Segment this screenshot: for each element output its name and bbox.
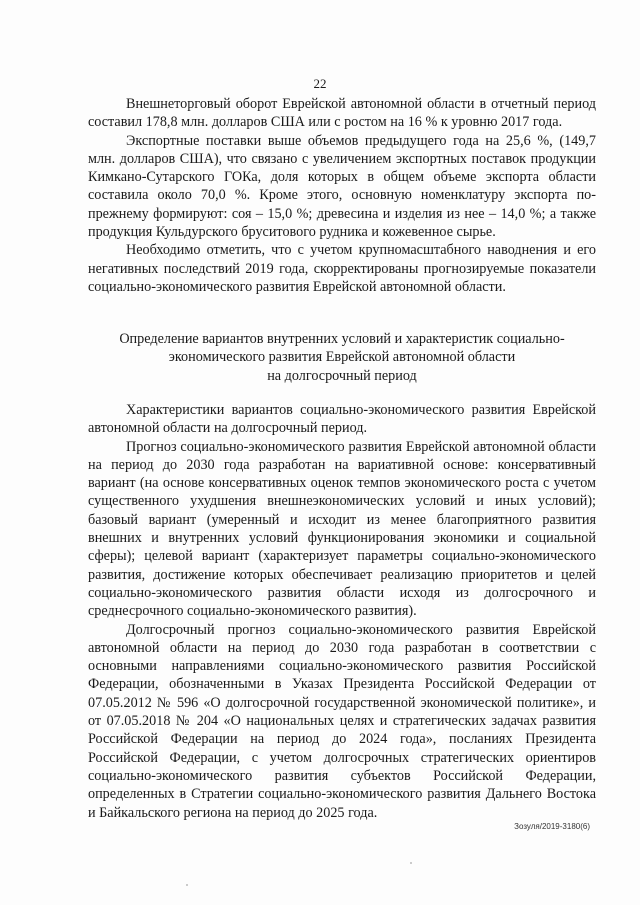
heading-line-2: экономического развития Еврейской автономной области (168, 349, 516, 366)
scan-artifact (186, 884, 188, 886)
paragraph-long-term-forecast: Долгосрочный прогноз социально-экономического развития Еврейской автономной области на период до 2030 года разработан в соответствии с основными направлениями социально-экономического развития Российской Федерации, обозначенными в Указах Президента Российской Федерации от 07.05.2012 № 596 «О долгосрочной государственной экономической политике», и от 07.05.2018 № 204 «О национальных целях и стратегических задачах развития Российской Федерации на период до 2024 года», посланиях Президента Российской Федерации, с учетом долгосрочных стратегических ориентиров социально-экономического развития субъектов Российской Федерации, определенных в Стратегии социально-экономического развития Дальнего Востока и Байкальского региона на период до 2025 года. (88, 621, 596, 821)
section-development-variants (88, 401, 596, 822)
paragraph-exports: Экспортные поставки выше объемов предыдущего года на 25,6 %, (149,7 млн. долларов США), что связано с увеличением экспортных поставок продукции Кимкано-Сутарского ГОКа, доля которых в общем объеме экспорта области составила около 70,0 %. Кроме этого, основную номенклатуру экспорта по-прежнему формируют: соя – 15,0 %; древесина и изделия из нее – 14,0 %; а также продукция Кульдурского бруситового рудника и кожевенное сырье. (88, 132, 596, 241)
scan-artifact (410, 862, 412, 864)
paragraph-flood-adjustment: Необходимо отметить, что с учетом крупномасштабного наводнения и его негативных последствий 2019 года, скорректированы прогнозируемые показатели социально-экономического развития Еврейской автономной области. (88, 242, 596, 295)
section-foreign-trade (88, 95, 596, 296)
heading-line-3: на долгосрочный период (267, 367, 417, 384)
paragraph-forecast-variants: Прогноз социально-экономического развития Еврейской автономной области на период до 2030 года разработан на вариативной основе: консервативный вариант (на основе консервативных оценок темпов экономического роста с учетом существенного ухудшения внешнеэкономических условий и иных условий); базовый вариант (умеренный и исходит из менее благоприятного развития внешних и внутренних условий функционирования экономики и социальной сферы); целевой вариант (характеризует параметры социально-экономического развития, достижение которых обеспечивает реализацию приоритетов и целей социально-экономического развития области исходя из долгосрочного и среднесрочного социально-экономического развития). (88, 438, 596, 620)
paragraph-variant-characteristics: Характеристики вариантов социально-экономического развития Еврейской автономной области на долгосрочный период. (88, 402, 596, 437)
paragraph-trade-turnover: Внешнеторговый оборот Еврейской автономной области в отчетный период составил 178,8 млн. долларов США или с ростом на 16 % к уровню 2017 года. (88, 96, 596, 131)
heading-line-1: Определение вариантов внутренних условий и характеристик социально- (119, 331, 565, 347)
page-number: 22 (313, 76, 327, 91)
document-footer-code: Зозуля/2019-3180(6) (514, 822, 590, 831)
section-heading (88, 330, 596, 385)
